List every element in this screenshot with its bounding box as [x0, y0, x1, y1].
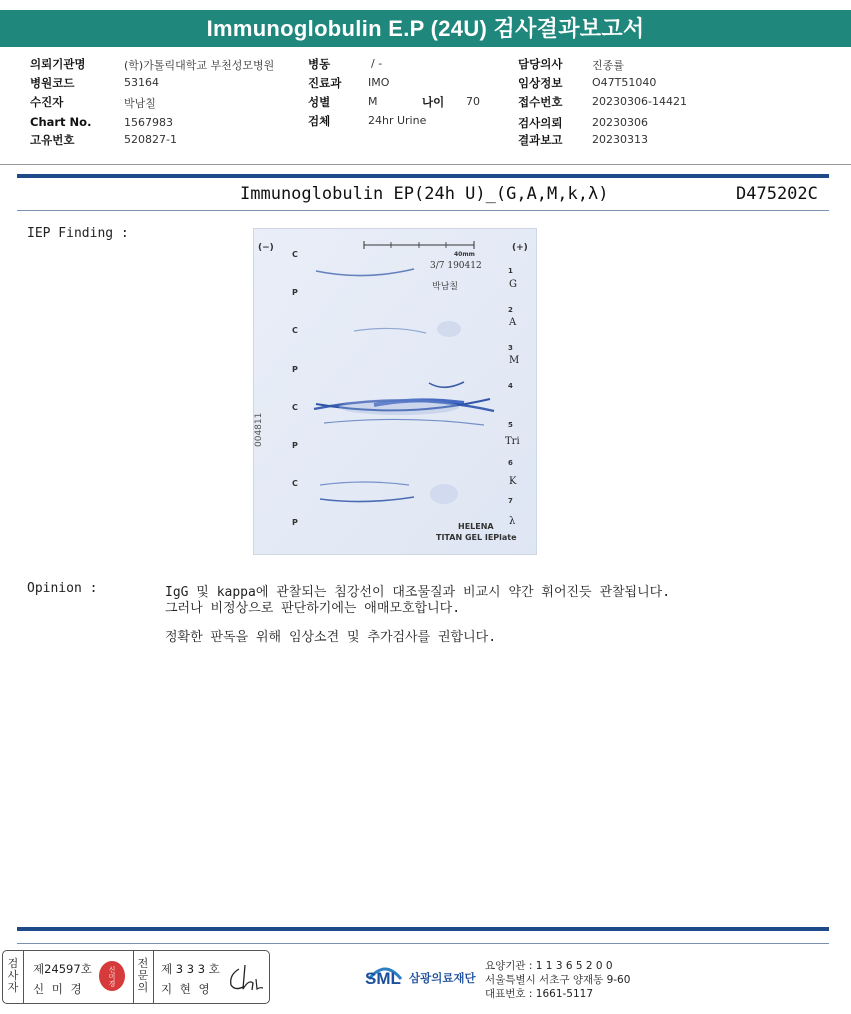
label-sex: 성별 [308, 95, 331, 109]
sig-divider-1 [23, 951, 24, 1003]
info-divider [0, 164, 851, 165]
gel-mark-p2: P [292, 365, 298, 374]
label-receipt-no: 접수번호 [518, 95, 563, 109]
address: 서울특별시 서초구 양재동 9-60 [485, 974, 631, 986]
label-result-report: 결과보고 [518, 133, 563, 147]
sig-divider-3 [153, 951, 154, 1003]
cert1-label: 검사자 [7, 957, 19, 994]
gel-brand-helena: HELENA [458, 522, 494, 531]
report-title: Immunoglobulin EP(24h U)_(G,A,M,k,λ) [240, 184, 609, 204]
gel-number-7: 7 [508, 497, 513, 505]
sig-divider-2 [133, 951, 134, 1003]
opinion-line-3: 정확한 판독을 위해 임상소견 및 추가검사를 권합니다. [165, 630, 497, 645]
gel-handwriting-name: 박남칠 [432, 282, 459, 292]
gel-number-6: 6 [508, 459, 513, 467]
cert2-name: 지 현 영 [161, 982, 212, 996]
cert1-vertical-label [7, 958, 19, 994]
opinion-label: Opinion : [27, 581, 98, 596]
report-header-title: Immunoglobulin E.P (24U) 검사결과보고서 [0, 10, 851, 47]
phone-number: 대표번호 : 1661-5117 [485, 988, 594, 1000]
gel-lane-a: A [509, 317, 517, 328]
value-requesting-institution: (학)가톨릭대학교 부천성모병원 [124, 59, 275, 72]
label-test-request: 검사의뢰 [518, 116, 563, 130]
gel-brand-titan: TITAN GEL IEPlate [436, 533, 517, 542]
gel-mark-c3: C [292, 403, 298, 412]
footer-rule [17, 927, 829, 931]
opinion-line-2: 그러나 비정상으로 판단하기에는 애매모호합니다. [165, 601, 461, 616]
report-code: D475202C [736, 184, 818, 204]
signature-box [2, 950, 270, 1004]
gel-plus-label: (+) [512, 243, 528, 253]
opinion-line-1: IgG 및 kappa에 관찰되는 침강선이 대조물질과 비교시 약간 휘어진듯 관찰됩니다. [165, 585, 671, 600]
label-chart-no: Chart No. [30, 115, 92, 129]
label-department: 진료과 [308, 76, 342, 90]
seal-stamp-text: 신미경 [108, 965, 116, 987]
value-clinical-info: O47T51040 [592, 76, 657, 89]
gel-number-3: 3 [508, 344, 513, 352]
value-test-request: 20230306 [592, 116, 648, 129]
org-name: 삼광의료재단 [409, 971, 476, 985]
value-sex: M [368, 95, 378, 108]
cert1-number: 제24597호 [33, 962, 92, 976]
gel-number-4: 4 [508, 382, 513, 390]
label-patient: 수진자 [30, 95, 64, 109]
gel-lane-lambda: λ [509, 516, 516, 527]
handwritten-signature [225, 961, 265, 995]
value-result-report: 20230313 [592, 133, 648, 146]
sml-logo [365, 957, 405, 997]
value-age: 70 [466, 95, 480, 108]
label-requesting-institution: 의뢰기관명 [30, 57, 86, 71]
footer-rule-thin [17, 943, 829, 944]
value-doctor: 진종률 [592, 59, 624, 72]
title-rule-top [17, 174, 829, 178]
value-receipt-no: 20230306-14421 [592, 95, 687, 108]
seal-stamp [99, 961, 125, 991]
gel-side-code: 004811 [254, 412, 264, 447]
label-age: 나이 [422, 95, 445, 109]
gel-mark-p3: P [292, 441, 298, 450]
label-doctor: 담당의사 [518, 57, 563, 71]
value-ward: / - [371, 57, 383, 70]
institution-code: 요양기관 : 1 1 3 6 5 2 0 0 [485, 960, 613, 972]
gel-mark-c2: C [292, 326, 298, 335]
label-unique-no: 고유번호 [30, 133, 75, 147]
value-department: IMO [368, 76, 390, 89]
value-chart-no: 1567983 [124, 116, 173, 129]
title-rule-bottom [17, 210, 829, 211]
iep-gel-image [253, 228, 537, 555]
label-clinical-info: 임상정보 [518, 76, 563, 90]
label-hospital-code: 병원코드 [30, 76, 75, 90]
gel-lane-m: M [509, 355, 520, 366]
cert1-name: 신 미 경 [33, 982, 84, 996]
gel-mark-p1: P [292, 288, 298, 297]
value-patient: 박남칠 [124, 97, 156, 110]
gel-lane-k: K [509, 476, 517, 487]
gel-number-2: 2 [508, 306, 513, 314]
gel-number-5: 5 [508, 421, 513, 429]
cert2-number: 제 3 3 3 호 [161, 962, 220, 976]
logo-text: SML [365, 969, 401, 988]
value-specimen: 24hr Urine [368, 114, 427, 127]
gel-lane-g: G [509, 279, 517, 290]
label-specimen: 검체 [308, 114, 331, 128]
label-ward: 병동 [308, 57, 331, 71]
cert2-vertical-label [137, 958, 149, 994]
value-unique-no: 520827-1 [124, 133, 177, 146]
cert2-label: 전문의 [137, 957, 149, 994]
gel-mark-c4: C [292, 479, 298, 488]
gel-minus-label: (−) [258, 243, 274, 253]
gel-lane-tri: Tri [505, 436, 520, 447]
value-hospital-code: 53164 [124, 76, 159, 89]
gel-handwriting-date: 3/7 190412 [430, 261, 482, 271]
iep-finding-label: IEP Finding : [27, 226, 129, 241]
gel-scale-label: 40mm [454, 251, 475, 258]
gel-mark-p4: P [292, 518, 298, 527]
gel-mark-c1: C [292, 250, 298, 259]
gel-number-1: 1 [508, 267, 513, 275]
